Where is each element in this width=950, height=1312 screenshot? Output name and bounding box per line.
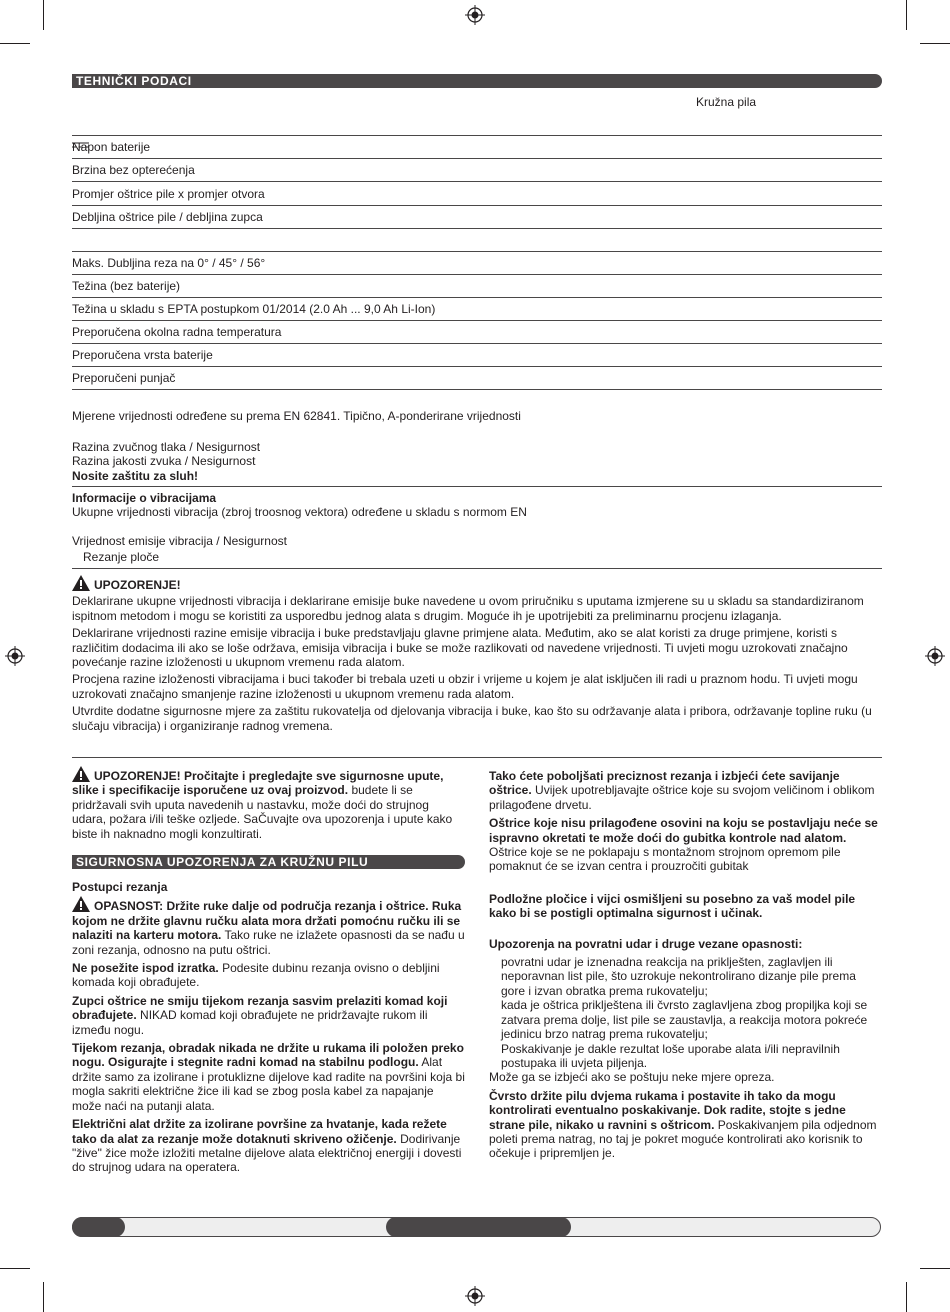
warning-title: UPOZORENJE! xyxy=(94,578,181,592)
divider xyxy=(72,486,882,487)
paragraph-text: Dodirivanje "žive" žice može izložiti metalne dijelove alata električnoj energiji i dovesti do strujnog udara na operatera. xyxy=(72,1131,462,1175)
danger-text: Tako ruke ne izlažete opasnosti da se nađu u zoni rezanja, odnosno na putu oštrici. xyxy=(72,928,465,957)
spec-row xyxy=(72,253,882,275)
spec-row xyxy=(72,345,882,367)
paragraph-text: Oštrice koje se ne poklapaju s montažnom strojnom opremom pile pomaknut će se izvan centra i prouzročiti gubitak xyxy=(489,845,841,874)
spec-row xyxy=(72,137,882,159)
crop-mark xyxy=(920,43,950,44)
kickback-item: kada je oštrica priklještena ili čvrsto zaglavljena zbog propiljka koji se zatvara prema dolje, list pile se zaustavlja, a reakcija motora pokreće jedinicu brzo natrag prema rukovatelju; xyxy=(501,998,868,1042)
paragraph-bold: Zupci oštrice ne smiju tijekom rezanja sasvim prelaziti komad koji obrađujete. xyxy=(72,993,448,1023)
warning-paragraph: Procjena razine izloženosti vibracijama i buci također bi trebala uzeti u obzir i vrijeme u kojem je alat isključen ili radi u praznom hodu. Ti uvjeti mogu uzrokovati značajno smanjenje razine izloženosti u ukupnom vremenu rada alatom. xyxy=(72,672,858,701)
kickback-title: Upozorenja na povratni udar i druge vezane opasnosti: xyxy=(489,936,803,951)
danger-bold-text: OPASNOST: Držite ruke dalje od područja rezanja i oštrice. Ruka kojom ne držite glavnu ručku alata mora držati pomoćnu ručku ili se nalaziti na karteru motora. xyxy=(72,899,462,943)
paragraph-bold: Oštrice koje nisu prilagođene osovini na koju se postavljaju neće se ispravno okretati te može doći do gubitka kontrole nad alatom. xyxy=(489,816,878,845)
warning-paragraph: Utvrdite dodatne sigurnosne mjere za zaštitu rukovatelja od djelovanja vibracija i buke, kao što su održavanje alata i pribora, održavanje topline ruku (u slučaju vibracija) i organiziranje radnog vremena. xyxy=(72,704,872,733)
vibration-cutting-label: Rezanje ploče xyxy=(83,550,160,564)
spec-row xyxy=(72,114,882,136)
paragraph-bold: Podložne pločice i vijci osmišljeni su posebno za vaš model pile kako bi se postigli optimalna sigurnost i učinak. xyxy=(489,891,856,921)
paragraph-text: Podesite dubinu rezanja ovisno o debljini komada koji obrađujete. xyxy=(72,961,440,990)
spec-label: Preporučena okolna radna temperatura xyxy=(72,324,282,339)
warning-bold-text: UPOZORENJE! Pročitajte i pregledajte sve sigurnosne upute, slike i specifikacije isporučene uz ovaj proizvod. xyxy=(72,769,444,798)
footer-pill-center xyxy=(386,1217,571,1237)
vibration-title: Informacije o vibracijama xyxy=(72,491,217,505)
kickback-item: Poskakivanje je dakle rezultat loše uporabe alata i/ili nepravilnih postupaka ili uvjeta piljenja. xyxy=(501,1041,840,1070)
registration-mark-icon xyxy=(925,646,945,666)
kickback-item: povratni udar je iznenadna reakcija na priklješten, zaglavljen ili neporavnan list pile, što uzrokuje nekontrolirano dizanje pile prema gore i izvan obratka prema rukovatelju; xyxy=(501,955,856,998)
spec-label: Težina u skladu s EPTA postupkom 01/2014 (2.0 Ah ... 9,0 Ah Li-Ion) xyxy=(72,301,436,316)
warning-paragraph: Deklarirane vrijednosti razine emisije vibracija i buke predstavljaju glavne primjene alata. Međutim, ako se alat koristi za druge primjene, koristi s različitim dodacima ili ako se loše održava, emisija vibracija i buke se može razlikovati od navedene vrijednosti. Ti uvjeti mogu uzrokovati značajno povećanje razine izloženosti u ukupnom vremenu rada alatom. xyxy=(72,626,848,670)
sub-title: Postupci rezanja xyxy=(72,880,168,894)
spec-row xyxy=(72,276,882,298)
spec-row xyxy=(72,368,882,390)
warning-text: budete li se pridržavali svih uputa navedenih u nastavku, može doći do strujnog udara, požara i/ili teške ozljede. SaČuvajte ova upozorenja i upute kako biste ih naknadno mogli konzultirati. xyxy=(72,783,453,841)
paragraph-bold: Električni alat držite za izolirane površine za hvatanje, kada režete tako da alat za rezanje može dotaknuti skriveno ožičenje. xyxy=(72,1117,447,1146)
divider xyxy=(72,568,882,569)
spec-row xyxy=(72,230,882,252)
column-header: Kružna pila xyxy=(696,95,757,109)
crop-mark xyxy=(906,1282,907,1312)
spec-row xyxy=(72,207,882,229)
paragraph-bold: Tijekom rezanja, obradak nikada ne držite u rukama ili položen preko nogu. Osigurajte i stegnite radni komad na stabilnu podlogu. xyxy=(72,1041,464,1070)
spec-label: Napon baterije xyxy=(72,139,151,154)
paragraph-bold: Ne posežite ispod izratka. xyxy=(72,961,219,976)
crop-mark xyxy=(43,1282,44,1312)
spec-row xyxy=(72,299,882,321)
registration-mark-icon xyxy=(5,646,25,666)
kickback-item: Može ga se izbjeći ako se poštuju neke mjere opreza. xyxy=(489,1070,775,1085)
footer-pill-left xyxy=(72,1217,125,1237)
spec-label: Preporučena vrsta baterije xyxy=(72,347,213,362)
paragraph-bold: Čvrsto držite pilu dvjema rukama i postavite ih tako da mogu kontrolirati eventualno poskakivanje. Dok radite, stojte s jedne strane pile, nikako u ravnini s oštricom. xyxy=(489,1088,846,1132)
crop-mark xyxy=(906,0,907,30)
vibration-emission-label: Vrijednost emisije vibracija / Nesigurnost xyxy=(72,534,287,548)
spec-row xyxy=(72,322,882,344)
section-title-circular-saw-safety: SIGURNOSNA UPOZORENJA ZA KRUŽNU PILU xyxy=(72,855,465,869)
spec-label: Preporučeni punjač xyxy=(72,370,176,385)
crop-mark xyxy=(0,1268,30,1269)
spec-label: Maks. Dubljina reza na 0° / 45° / 56° xyxy=(72,255,266,270)
paragraph-text: NIKAD komad koji obrađujete ne pridržavajte rukom ili između nogu. xyxy=(72,1008,428,1037)
left-column-body xyxy=(72,880,465,1175)
right-column-body xyxy=(489,769,882,1161)
paragraph-text: Uvijek upotrebljavajte oštrice koje su svojom veličinom i oblikom prilagođene drvetu. xyxy=(489,783,875,812)
spec-label: Brzina bez opterećenja xyxy=(72,162,195,177)
noise-intro: Mjerene vrijednosti određene su prema EN 62841. Tipično, A-ponderirane vrijednosti xyxy=(72,409,521,423)
crop-mark xyxy=(0,43,30,44)
paragraph-text: Alat držite samo za izolirane i protuklizne dijelove kad radite na površini koja bi mogla sakriti električne žice ili kad se zbog posla kabel za napajanje može naći na putanji alata. xyxy=(72,1055,465,1113)
spec-label: Težina (bez baterije) xyxy=(72,278,181,293)
noise-pressure-label: Razina zvučnog tlaka / Nesigurnost xyxy=(72,440,261,454)
warning-block xyxy=(72,575,882,733)
section-title-technical-data: TEHNIČKI PODACI xyxy=(72,74,882,88)
safety-warning-intro xyxy=(72,766,465,841)
spec-row xyxy=(72,184,882,206)
crop-mark xyxy=(920,1268,950,1269)
noise-power-label: Razina jakosti zvuka / Nesigurnost xyxy=(72,454,256,468)
paragraph-bold: Tako ćete poboljšati preciznost rezanja i izbjeći ćete savijanje oštrice. xyxy=(489,769,840,798)
hearing-protection-note: Nosite zaštitu za sluh! xyxy=(72,469,199,483)
spec-label: Debljina oštrice pile / debljina zupca xyxy=(72,209,263,224)
warning-triangle-icon xyxy=(72,766,90,782)
warning-triangle-icon xyxy=(72,575,90,591)
registration-mark-icon xyxy=(465,1286,485,1306)
registration-mark-icon xyxy=(465,5,485,25)
spec-row xyxy=(72,160,882,182)
spec-label: Promjer oštrice pile x promjer otvora xyxy=(72,186,265,201)
warning-paragraph: Deklarirane ukupne vrijednosti vibracija i deklarirane emisije buke navedene u ovom priručniku s uputama izmjerene su u skladu sa standardiziranom ispitnom metodom i mogu se koristiti za usporedbu jednog alata s drugim. Moguće ih je upotrijebiti za preliminarnu procjenu izlaganja. xyxy=(72,594,864,623)
warning-triangle-icon xyxy=(72,896,90,912)
crop-mark xyxy=(43,0,44,30)
vibration-intro: Ukupne vrijednosti vibracija (zbroj troosnog vektora) određene u skladu s normom EN xyxy=(72,505,527,519)
paragraph-text: Poskakivanjem pila odjednom poleti prema natrag, no taj je pokret moguće kontrolirati ako korisnik to očekuje i pripremljen je. xyxy=(489,1117,877,1161)
divider xyxy=(72,757,882,758)
